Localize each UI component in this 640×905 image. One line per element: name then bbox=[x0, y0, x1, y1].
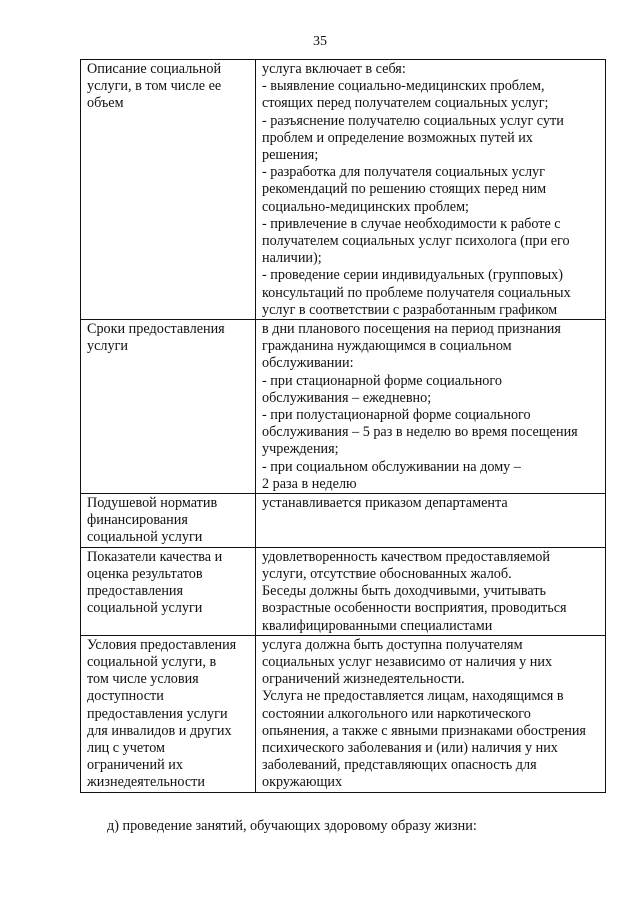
row-label-cell bbox=[81, 320, 256, 494]
row-label-line: услуги bbox=[87, 338, 128, 355]
row-content-line: обслуживания – ежедневно; bbox=[262, 389, 432, 406]
row-content-line: решения; bbox=[262, 147, 319, 164]
row-label-cell bbox=[81, 547, 256, 635]
row-label-line: Сроки предоставления bbox=[87, 321, 225, 338]
row-content-line: услуги, отсутствие обоснованных жалоб. bbox=[262, 565, 512, 582]
row-content-line: учреждения; bbox=[262, 441, 339, 458]
row-content-line: - при стационарной форме социального bbox=[262, 372, 502, 389]
row-content-line: 2 раза в неделю bbox=[262, 475, 357, 492]
row-label-line: социальной услуги, в bbox=[87, 653, 217, 670]
row-content-line: услуг в соответствии с разработанным графиком bbox=[262, 301, 558, 318]
row-content-line: Услуга не предоставляется лицам, находящимся в bbox=[262, 688, 564, 705]
page-number: 35 bbox=[313, 34, 327, 49]
table-row bbox=[81, 547, 606, 635]
row-label-line: Показатели качества и bbox=[87, 548, 223, 565]
row-content-line: в дни планового посещения на период признания bbox=[262, 321, 561, 338]
row-content-line: гражданина нуждающимся в социальном bbox=[262, 338, 512, 355]
row-content-line: - разъяснение получателю социальных услуг сути bbox=[262, 112, 564, 129]
row-label-line: финансирования bbox=[87, 512, 188, 529]
row-label-line: социальной услуги bbox=[87, 529, 203, 546]
table-row bbox=[81, 60, 606, 320]
row-content-line: ограничений жизнедеятельности. bbox=[262, 671, 465, 688]
row-content-line: консультаций по проблеме получателя социальных bbox=[262, 284, 571, 301]
row-label-line: для инвалидов и других bbox=[87, 722, 232, 739]
row-label-line: доступности bbox=[87, 688, 164, 705]
row-content-line: социально-медицинских проблем; bbox=[262, 198, 469, 215]
row-content-line: - привлечение в случае необходимости к работе с bbox=[262, 215, 561, 232]
row-content-line: наличии); bbox=[262, 250, 322, 267]
row-content-line: - разработка для получателя социальных услуг bbox=[262, 164, 545, 181]
service-description-table bbox=[80, 59, 606, 793]
row-content-line: обслуживания – 5 раз в неделю во время посещения bbox=[262, 424, 578, 441]
table-row bbox=[81, 494, 606, 548]
row-content-cell bbox=[256, 494, 606, 548]
row-content-line: состоянии алкогольного или наркотического bbox=[262, 705, 531, 722]
row-content-cell bbox=[256, 547, 606, 635]
row-content-line: получателем социальных услуг психолога (при его bbox=[262, 233, 570, 250]
row-content-line: услуга включает в себя: bbox=[262, 61, 406, 77]
row-content-cell bbox=[256, 320, 606, 494]
row-content-line: устанавливается приказом департамента bbox=[262, 495, 508, 512]
row-content-line: квалифицированными специалистами bbox=[262, 617, 493, 634]
row-label-line: предоставления bbox=[87, 583, 184, 600]
row-content-line: удовлетворенность качеством предоставляемой bbox=[262, 548, 550, 565]
row-content-line: рекомендаций по решению стоящих перед ним bbox=[262, 181, 547, 198]
row-content-line: - выявление социально-медицинских проблем, bbox=[262, 78, 545, 95]
row-label-line: Описание социальной bbox=[87, 61, 222, 77]
row-label-line: Подушевой норматив bbox=[87, 495, 218, 512]
row-content-line: - при полустационарной форме социального bbox=[262, 407, 531, 424]
row-label-cell bbox=[81, 635, 256, 792]
row-content-cell bbox=[256, 60, 606, 320]
row-content-line: обслуживании: bbox=[262, 355, 354, 372]
row-content-line: услуга должна быть доступна получателям bbox=[262, 636, 523, 653]
table-row bbox=[81, 320, 606, 494]
row-label-line: том числе условия bbox=[87, 671, 199, 688]
row-label-line: предоставления услуги bbox=[87, 705, 228, 722]
row-label-line: лиц с учетом bbox=[87, 739, 165, 756]
row-content-line: - при социальном обслуживании на дому – bbox=[262, 458, 521, 475]
row-label-line: услуги, в том числе ее bbox=[87, 78, 222, 95]
row-label-cell bbox=[81, 494, 256, 548]
row-label-line: оценка результатов bbox=[87, 565, 203, 582]
row-content-cell bbox=[256, 635, 606, 792]
row-content-line: опьянения, а также с явными признаками обострения bbox=[262, 722, 586, 739]
table-row bbox=[81, 635, 606, 792]
row-label-line: Условия предоставления bbox=[87, 636, 237, 653]
row-content-line: Беседы должны быть доходчивыми, учитывать bbox=[262, 583, 547, 600]
row-content-line: социальных услуг независимо от наличия у них bbox=[262, 653, 553, 670]
row-content-line: возрастные особенности восприятия, проводиться bbox=[262, 600, 567, 617]
section-item-d: д) проведение занятий, обучающих здоровому образу жизни: bbox=[107, 818, 477, 834]
row-content-line: заболеваний, представляющих опасность для bbox=[262, 757, 537, 774]
row-label-cell bbox=[81, 60, 256, 320]
row-label-line: жизнедеятельности bbox=[87, 774, 205, 791]
row-content-line: - проведение серии индивидуальных (групповых) bbox=[262, 267, 563, 284]
table-body bbox=[81, 60, 606, 793]
row-label-line: объем bbox=[87, 95, 124, 112]
row-label-line: социальной услуги bbox=[87, 600, 203, 617]
row-label-line: ограничений их bbox=[87, 757, 183, 774]
row-content-line: стоящих перед получателем социальных услуг; bbox=[262, 95, 549, 112]
row-content-line: окружающих bbox=[262, 774, 343, 791]
row-content-line: психического заболевания и (или) наличия у них bbox=[262, 739, 558, 756]
row-content-line: проблем и определение возможных путей их bbox=[262, 129, 533, 146]
